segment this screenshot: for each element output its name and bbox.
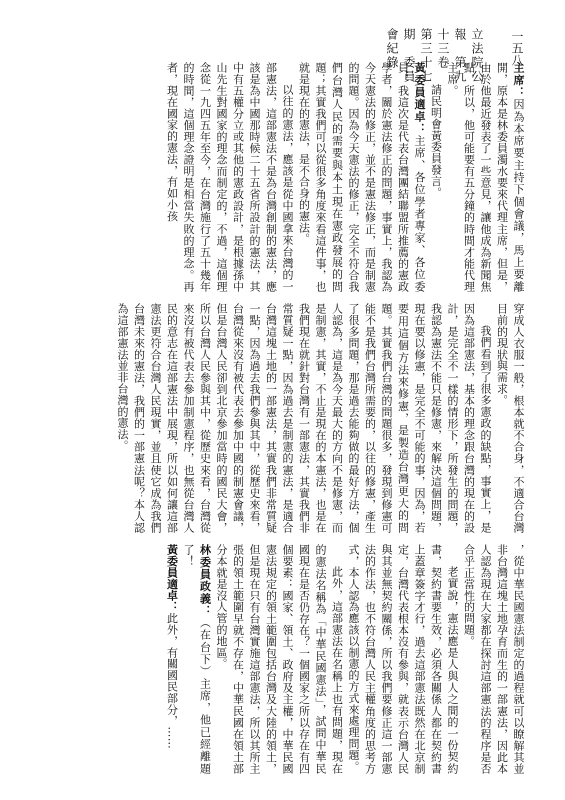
speaker-label: 黃委員適卓： (413, 62, 426, 135)
paragraph (180, 544, 213, 774)
paragraph-text: 請民明會黃委員發言。 (429, 84, 443, 198)
text-band-bottom (74, 544, 526, 774)
speaker-label: 黃委員適卓： (165, 544, 179, 613)
paragraph (163, 544, 180, 774)
paragraph (213, 544, 345, 774)
text-band-top (74, 62, 526, 292)
paragraph (493, 303, 526, 533)
speaker-label: 主席： (512, 62, 525, 99)
journal-title: 立法院公報 第九十三卷 第三十七期 委員會紀錄 (385, 28, 484, 84)
paragraph-text: 以往的憲法，應該是從中國拿來台灣的一部憲法，這部憲法不是為台灣創制的憲法，應該是為中國那時候二十五省所設計的憲法，其中有五權分立或其他的憲政設計，是根據孫中山先生對國家的理念而制定的，不過，這個理念從一九四五年至今，在台灣施行了五十幾年的時間，這個理念證明是相當失敗的理念。再者，現在國家的憲法，有如小孩 (165, 62, 294, 292)
page-number: 一五八 (510, 30, 524, 66)
speaker-label: 林委員政義： (198, 544, 212, 617)
paragraph (345, 544, 461, 774)
paragraph (114, 303, 494, 533)
paragraph (163, 62, 295, 292)
paragraph (295, 62, 427, 292)
paragraph-text: 老實說，憲法應是人與人之間的一份契約書，契約書要生效，必須各關係人都在契約書上蓋章簽字才行，過去這部憲法既然在北京制定，台灣代表根本沒有參與，就表示台灣人民與其並無契約關係，所以我們要修正這一部憲法的作法，也不符台灣人民主權角度的思考方式，本人認為應該以制憲的方式來處理問題。 (347, 544, 459, 774)
paragraph-text: 穿成人衣服一般，根本就不合身，不適合台灣目前的現狀與需求。 (495, 303, 525, 533)
paragraph-text: 此外，有關國民部分，…… (165, 612, 179, 750)
paragraph-text: 此外，這部憲法在名稱上也有問題，現在的憲法名稱為「中華民國憲法」，試問中華民國現在是否仍存在？一個國家之所以存在有四個要素：國家、領土、政府及主權，中華民國憲法規定的領土範圍包括台灣及大陸的領土，但是現在只有台灣實施這部憲法，所以其所主張的領土範圍早就不存在，中華民國在領土部分本就是沒人管的地區。 (215, 544, 344, 774)
paragraph (444, 62, 527, 292)
paragraph-text: ，從中華民國憲法制定的過程就可以瞭解其並非台灣這塊土地孕育而生的一部憲法，因此本人認為現在大家都在探討這部憲法的程序是否合乎正當性的問題。 (462, 544, 525, 774)
paragraph-text: 因為本席要主持下個會議，馬上要離開，原本是林委員濁水要來代理主席，但是，由於他最近發表了一些意見，讓他成為新聞焦點，所以，他可能要有五分鐘的時間才能代理主席。 (446, 62, 525, 292)
text-band-middle (74, 303, 526, 533)
paragraph (460, 544, 526, 774)
paragraph (427, 62, 444, 292)
paragraph-text: 主席、各位學者專家、各位委員，我這次是代表台灣團結聯盟所推薦的憲政學者，關於憲法修正的問題，事實上，我認為今天憲法的修正，並不是憲法修正，而是制憲的問題。因為今天憲法的修正，完全不符合我們台灣人民的需要與本土現在憲政發展的問題；其實我們可以從很多角度來看這件事，也就是現在的憲法，是不合身的憲法。 (297, 62, 426, 292)
paragraph-text: 我們看到了很多憲政的缺點，事實上，是因為這部憲法，基本的理念跟台灣的現在的設計，是完全不一樣的情形下，所發生的問題，我認為憲法不能只是修憲，來解決這個問題，現在要以修憲，是完全不可能的事，因為，若要用這個方法來修憲，是製造台灣更大的問題。其實我們台灣的問題很多，發現到修憲可能不是我們台灣所需要的，以往的修憲，產生了很多問題，那是過去能夠做的最好方法，個人認為，這是為今天最大的方向不是修憲，而是制憲，其實，不止是現在的本憲法，也是在我們現在就針對台灣有一部憲法，其實我們非常質疑一點，因為過去是制憲的憲法，是適合台灣這塊土地的一部憲法，其實我們非常質疑一點，因為過去我們參與其中，從歷史來看，台灣從來沒有被代表去參加中國的制憲會議，但是台灣人民卻到北京參加當時的國民大會，所以台灣人民參與其中，從歷史來看，台灣從來沒有被代表去參加制憲程序，也無從台灣人民的意志在這部憲法中展現，所以如何讓這部憲法更符合台灣人民現實，並且使它成為我們台灣未來的憲法，我們的一部憲法呢？本人認為這部憲法並非台灣的憲法。 (116, 303, 492, 533)
paragraph-text: （在台下）主席，他已經離題了！ (182, 544, 212, 774)
